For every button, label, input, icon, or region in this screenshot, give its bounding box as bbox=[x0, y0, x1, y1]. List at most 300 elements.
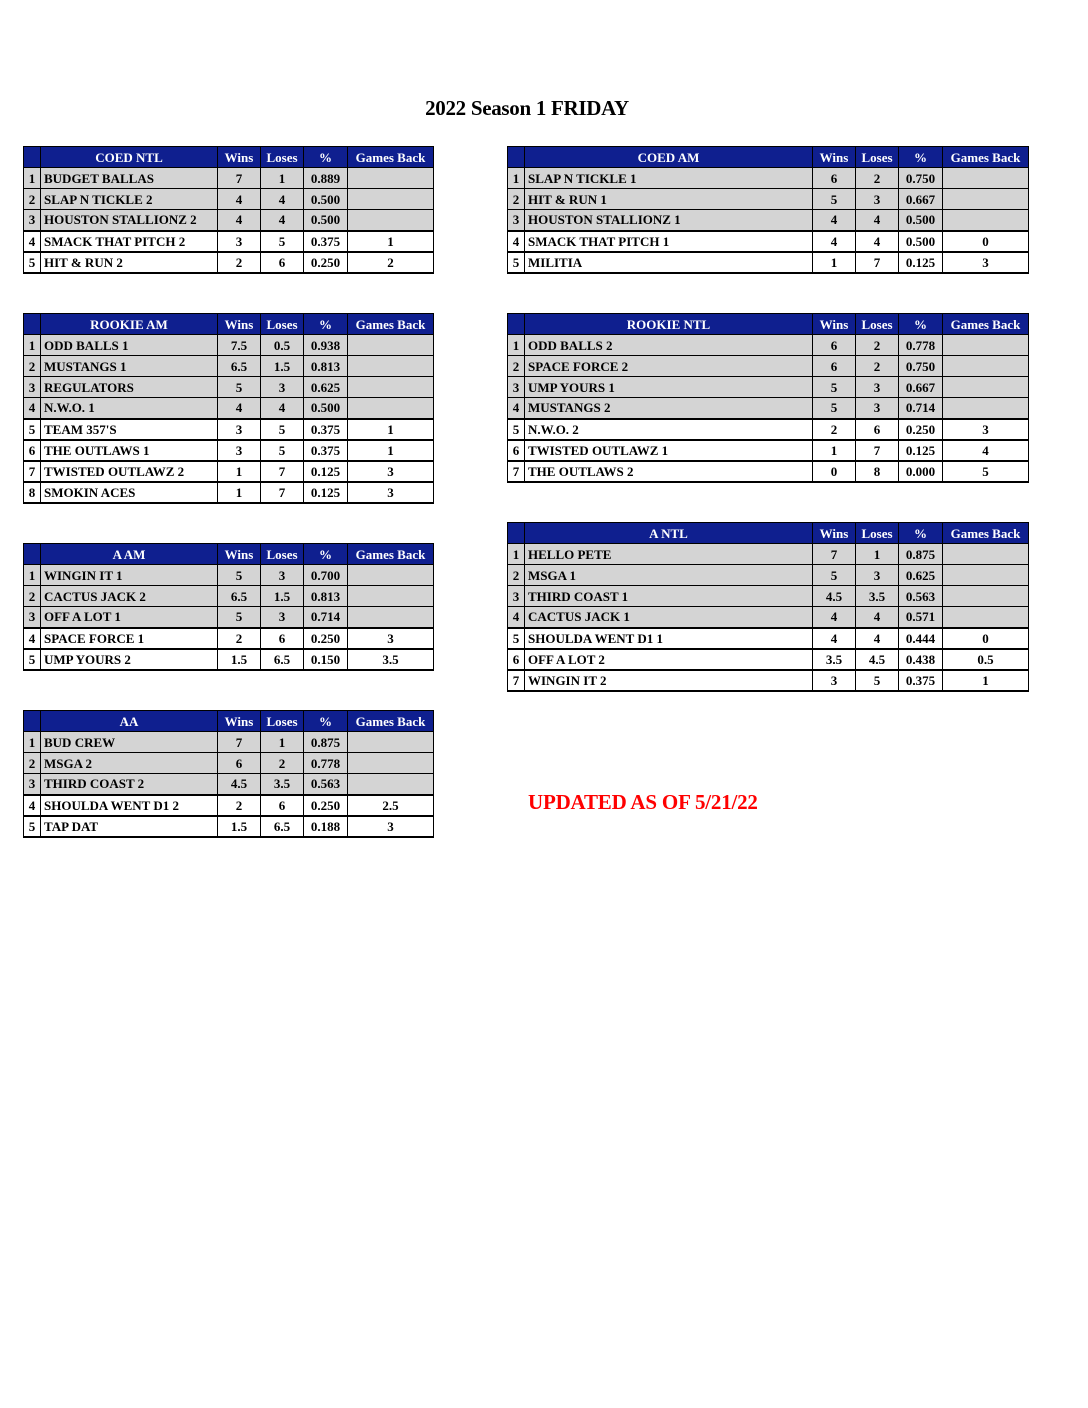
header-rank-cell bbox=[24, 544, 41, 565]
team-name: MSGA 2 bbox=[41, 753, 218, 774]
table-row bbox=[508, 252, 1029, 273]
rank-cell: 2 bbox=[24, 586, 41, 607]
rank-cell: 3 bbox=[508, 377, 525, 398]
wins-cell: 6 bbox=[813, 356, 856, 377]
table-row bbox=[24, 461, 434, 482]
header-games-back: Games Back bbox=[348, 544, 434, 565]
table-row bbox=[24, 252, 434, 273]
team-name: THE OUTLAWS 2 bbox=[525, 461, 813, 482]
rank-cell: 4 bbox=[24, 795, 41, 816]
table-row bbox=[24, 189, 434, 210]
loses-cell: 3 bbox=[856, 189, 899, 210]
table-row bbox=[508, 586, 1029, 607]
pct-cell: 0.500 bbox=[304, 210, 348, 231]
table-row bbox=[508, 544, 1029, 565]
pct-cell: 0.375 bbox=[304, 419, 348, 440]
pct-cell: 0.250 bbox=[304, 628, 348, 649]
games-back-cell: 1 bbox=[348, 440, 434, 461]
division-name: COED NTL bbox=[41, 147, 218, 168]
games-back-cell bbox=[348, 168, 434, 189]
table-row bbox=[24, 398, 434, 419]
header-rank-cell bbox=[24, 314, 41, 335]
games-back-cell bbox=[348, 356, 434, 377]
team-name: UMP YOURS 1 bbox=[525, 377, 813, 398]
wins-cell: 4 bbox=[813, 210, 856, 231]
header-wins: Wins bbox=[218, 711, 261, 732]
games-back-cell bbox=[348, 607, 434, 628]
pct-cell: 0.714 bbox=[899, 398, 943, 419]
pct-cell: 0.813 bbox=[304, 356, 348, 377]
games-back-cell bbox=[943, 189, 1029, 210]
loses-cell: 4 bbox=[261, 189, 304, 210]
standings-table-aa bbox=[23, 710, 434, 838]
loses-cell: 4 bbox=[856, 607, 899, 628]
table-row bbox=[508, 356, 1029, 377]
rank-cell: 1 bbox=[508, 168, 525, 189]
games-back-cell bbox=[348, 586, 434, 607]
table-row bbox=[24, 753, 434, 774]
loses-cell: 5 bbox=[261, 231, 304, 252]
rank-cell: 4 bbox=[24, 398, 41, 419]
pct-cell: 0.938 bbox=[304, 335, 348, 356]
loses-cell: 5 bbox=[261, 419, 304, 440]
rank-cell: 3 bbox=[24, 607, 41, 628]
games-back-cell: 3 bbox=[348, 816, 434, 837]
wins-cell: 4 bbox=[813, 628, 856, 649]
header-loses: Loses bbox=[261, 711, 304, 732]
header-pct: % bbox=[899, 523, 943, 544]
team-name: MILITIA bbox=[525, 252, 813, 273]
team-name: SMACK THAT PITCH 1 bbox=[525, 231, 813, 252]
header-loses: Loses bbox=[261, 314, 304, 335]
rank-cell: 2 bbox=[508, 189, 525, 210]
pct-cell: 0.571 bbox=[899, 607, 943, 628]
wins-cell: 1 bbox=[218, 482, 261, 503]
rank-cell: 5 bbox=[24, 816, 41, 837]
rank-cell: 1 bbox=[24, 565, 41, 586]
header-pct: % bbox=[304, 147, 348, 168]
team-name: TEAM 357'S bbox=[41, 419, 218, 440]
team-name: SPACE FORCE 2 bbox=[525, 356, 813, 377]
loses-cell: 3 bbox=[261, 565, 304, 586]
division-name: A AM bbox=[41, 544, 218, 565]
pct-cell: 0.125 bbox=[304, 482, 348, 503]
rank-cell: 3 bbox=[508, 210, 525, 231]
wins-cell: 0 bbox=[813, 461, 856, 482]
wins-cell: 1 bbox=[813, 252, 856, 273]
pct-cell: 0.625 bbox=[899, 565, 943, 586]
wins-cell: 4 bbox=[813, 607, 856, 628]
team-name: MUSTANGS 2 bbox=[525, 398, 813, 419]
games-back-cell bbox=[943, 398, 1029, 419]
games-back-cell: 2.5 bbox=[348, 795, 434, 816]
pct-cell: 0.375 bbox=[304, 440, 348, 461]
pct-cell: 0.778 bbox=[304, 753, 348, 774]
games-back-cell bbox=[943, 168, 1029, 189]
wins-cell: 6 bbox=[813, 335, 856, 356]
table-row bbox=[508, 335, 1029, 356]
team-name: N.W.O. 1 bbox=[41, 398, 218, 419]
rank-cell: 6 bbox=[508, 440, 525, 461]
table-row bbox=[24, 482, 434, 503]
rank-cell: 2 bbox=[24, 189, 41, 210]
pct-cell: 0.889 bbox=[304, 168, 348, 189]
wins-cell: 4.5 bbox=[813, 586, 856, 607]
wins-cell: 3 bbox=[813, 670, 856, 691]
wins-cell: 1 bbox=[813, 440, 856, 461]
games-back-cell: 3 bbox=[348, 628, 434, 649]
loses-cell: 4.5 bbox=[856, 649, 899, 670]
rank-cell: 1 bbox=[508, 335, 525, 356]
standings-table-a-am bbox=[23, 543, 434, 671]
header-pct: % bbox=[304, 711, 348, 732]
loses-cell: 4 bbox=[261, 210, 304, 231]
rank-cell: 3 bbox=[24, 774, 41, 795]
team-name: SMACK THAT PITCH 2 bbox=[41, 231, 218, 252]
team-name: ODD BALLS 1 bbox=[41, 335, 218, 356]
table-row bbox=[508, 440, 1029, 461]
loses-cell: 7 bbox=[856, 440, 899, 461]
loses-cell: 6.5 bbox=[261, 649, 304, 670]
rank-cell: 1 bbox=[24, 168, 41, 189]
header-rank-cell bbox=[508, 314, 525, 335]
table-row bbox=[508, 189, 1029, 210]
games-back-cell: 4 bbox=[943, 440, 1029, 461]
header-rank-cell bbox=[24, 147, 41, 168]
pct-cell: 0.375 bbox=[304, 231, 348, 252]
pct-cell: 0.667 bbox=[899, 189, 943, 210]
pct-cell: 0.778 bbox=[899, 335, 943, 356]
games-back-cell bbox=[348, 189, 434, 210]
rank-cell: 5 bbox=[508, 252, 525, 273]
header-pct: % bbox=[304, 544, 348, 565]
header-pct: % bbox=[899, 147, 943, 168]
rank-cell: 1 bbox=[24, 732, 41, 753]
pct-cell: 0.563 bbox=[304, 774, 348, 795]
rank-cell: 5 bbox=[24, 649, 41, 670]
pct-cell: 0.667 bbox=[899, 377, 943, 398]
loses-cell: 5 bbox=[856, 670, 899, 691]
table-row bbox=[24, 732, 434, 753]
wins-cell: 3 bbox=[218, 440, 261, 461]
division-name: ROOKIE AM bbox=[41, 314, 218, 335]
pct-cell: 0.500 bbox=[899, 231, 943, 252]
games-back-cell: 3.5 bbox=[348, 649, 434, 670]
games-back-cell bbox=[943, 356, 1029, 377]
wins-cell: 5 bbox=[813, 377, 856, 398]
page-title: 2022 Season 1 FRIDAY bbox=[425, 96, 629, 120]
team-name: TWISTED OUTLAWZ 2 bbox=[41, 461, 218, 482]
loses-cell: 2 bbox=[856, 168, 899, 189]
header-games-back: Games Back bbox=[348, 147, 434, 168]
wins-cell: 7 bbox=[218, 168, 261, 189]
wins-cell: 6.5 bbox=[218, 356, 261, 377]
rank-cell: 4 bbox=[508, 607, 525, 628]
pct-cell: 0.563 bbox=[899, 586, 943, 607]
team-name: BUD CREW bbox=[41, 732, 218, 753]
loses-cell: 3.5 bbox=[856, 586, 899, 607]
games-back-cell bbox=[348, 210, 434, 231]
team-name: TAP DAT bbox=[41, 816, 218, 837]
header-wins: Wins bbox=[813, 314, 856, 335]
table-row bbox=[24, 628, 434, 649]
table-row bbox=[24, 607, 434, 628]
table-row bbox=[24, 816, 434, 837]
pct-cell: 0.150 bbox=[304, 649, 348, 670]
header-games-back: Games Back bbox=[943, 523, 1029, 544]
team-name: CACTUS JACK 2 bbox=[41, 586, 218, 607]
header-wins: Wins bbox=[813, 523, 856, 544]
team-name: HIT & RUN 1 bbox=[525, 189, 813, 210]
loses-cell: 1 bbox=[856, 544, 899, 565]
table-row bbox=[508, 670, 1029, 691]
rank-cell: 4 bbox=[508, 398, 525, 419]
wins-cell: 3 bbox=[218, 419, 261, 440]
loses-cell: 3 bbox=[856, 565, 899, 586]
standings-table-rookie-ntl bbox=[507, 313, 1029, 483]
table-row bbox=[24, 649, 434, 670]
division-name: ROOKIE NTL bbox=[525, 314, 813, 335]
games-back-cell bbox=[348, 335, 434, 356]
pct-cell: 0.188 bbox=[304, 816, 348, 837]
team-name: SLAP N TICKLE 2 bbox=[41, 189, 218, 210]
games-back-cell bbox=[943, 586, 1029, 607]
header-row bbox=[508, 523, 1029, 544]
wins-cell: 7 bbox=[218, 732, 261, 753]
table-row bbox=[508, 628, 1029, 649]
wins-cell: 5 bbox=[218, 607, 261, 628]
loses-cell: 0.5 bbox=[261, 335, 304, 356]
loses-cell: 5 bbox=[261, 440, 304, 461]
games-back-cell bbox=[943, 544, 1029, 565]
rank-cell: 5 bbox=[508, 419, 525, 440]
wins-cell: 7.5 bbox=[218, 335, 261, 356]
team-name: OFF A LOT 2 bbox=[525, 649, 813, 670]
games-back-cell bbox=[348, 732, 434, 753]
header-rank-cell bbox=[508, 147, 525, 168]
header-wins: Wins bbox=[218, 544, 261, 565]
loses-cell: 6 bbox=[856, 419, 899, 440]
table-row bbox=[508, 398, 1029, 419]
games-back-cell bbox=[348, 398, 434, 419]
rank-cell: 1 bbox=[508, 544, 525, 565]
table-row bbox=[24, 565, 434, 586]
table-row bbox=[24, 377, 434, 398]
wins-cell: 5 bbox=[218, 565, 261, 586]
games-back-cell: 3 bbox=[943, 419, 1029, 440]
team-name: WINGIN IT 1 bbox=[41, 565, 218, 586]
team-name: WINGIN IT 2 bbox=[525, 670, 813, 691]
standings-table-rookie-am bbox=[23, 313, 434, 504]
team-name: OFF A LOT 1 bbox=[41, 607, 218, 628]
games-back-cell bbox=[348, 753, 434, 774]
team-name: HELLO PETE bbox=[525, 544, 813, 565]
wins-cell: 6.5 bbox=[218, 586, 261, 607]
loses-cell: 2 bbox=[261, 753, 304, 774]
division-name: AA bbox=[41, 711, 218, 732]
loses-cell: 6 bbox=[261, 628, 304, 649]
header-loses: Loses bbox=[261, 544, 304, 565]
pct-cell: 0.500 bbox=[899, 210, 943, 231]
header-loses: Loses bbox=[856, 147, 899, 168]
pct-cell: 0.125 bbox=[899, 440, 943, 461]
standings-table-coed-ntl bbox=[23, 146, 434, 274]
table-row bbox=[508, 419, 1029, 440]
loses-cell: 3 bbox=[261, 607, 304, 628]
games-back-cell: 1 bbox=[943, 670, 1029, 691]
pct-cell: 0.438 bbox=[899, 649, 943, 670]
wins-cell: 3 bbox=[218, 231, 261, 252]
rank-cell: 5 bbox=[24, 419, 41, 440]
table-row bbox=[508, 168, 1029, 189]
wins-cell: 6 bbox=[813, 168, 856, 189]
loses-cell: 3.5 bbox=[261, 774, 304, 795]
header-games-back: Games Back bbox=[943, 314, 1029, 335]
standings-table-coed-am bbox=[507, 146, 1029, 274]
wins-cell: 4 bbox=[218, 398, 261, 419]
loses-cell: 3 bbox=[856, 398, 899, 419]
team-name: HIT & RUN 2 bbox=[41, 252, 218, 273]
header-wins: Wins bbox=[218, 314, 261, 335]
table-row bbox=[24, 210, 434, 231]
wins-cell: 4.5 bbox=[218, 774, 261, 795]
rank-cell: 7 bbox=[508, 670, 525, 691]
wins-cell: 5 bbox=[218, 377, 261, 398]
pct-cell: 0.700 bbox=[304, 565, 348, 586]
team-name: HOUSTON STALLIONZ 2 bbox=[41, 210, 218, 231]
table-row bbox=[24, 168, 434, 189]
loses-cell: 1 bbox=[261, 168, 304, 189]
header-row bbox=[24, 314, 434, 335]
wins-cell: 2 bbox=[218, 795, 261, 816]
wins-cell: 6 bbox=[218, 753, 261, 774]
team-name: ODD BALLS 2 bbox=[525, 335, 813, 356]
loses-cell: 4 bbox=[856, 628, 899, 649]
wins-cell: 4 bbox=[218, 189, 261, 210]
table-row bbox=[508, 461, 1029, 482]
table-row bbox=[508, 565, 1029, 586]
table-row bbox=[508, 210, 1029, 231]
pct-cell: 0.125 bbox=[899, 252, 943, 273]
rank-cell: 2 bbox=[24, 753, 41, 774]
wins-cell: 1 bbox=[218, 461, 261, 482]
games-back-cell: 3 bbox=[348, 482, 434, 503]
team-name: THIRD COAST 1 bbox=[525, 586, 813, 607]
table-row bbox=[24, 335, 434, 356]
team-name: TWISTED OUTLAWZ 1 bbox=[525, 440, 813, 461]
team-name: REGULATORS bbox=[41, 377, 218, 398]
pct-cell: 0.500 bbox=[304, 189, 348, 210]
rank-cell: 2 bbox=[508, 356, 525, 377]
standings-table-a-ntl bbox=[507, 522, 1029, 692]
wins-cell: 2 bbox=[813, 419, 856, 440]
table-row bbox=[508, 607, 1029, 628]
pct-cell: 0.250 bbox=[304, 252, 348, 273]
table-row bbox=[24, 356, 434, 377]
games-back-cell: 5 bbox=[943, 461, 1029, 482]
games-back-cell bbox=[943, 377, 1029, 398]
rank-cell: 1 bbox=[24, 335, 41, 356]
header-row bbox=[508, 314, 1029, 335]
games-back-cell bbox=[943, 607, 1029, 628]
header-loses: Loses bbox=[856, 314, 899, 335]
team-name: THE OUTLAWS 1 bbox=[41, 440, 218, 461]
pct-cell: 0.000 bbox=[899, 461, 943, 482]
pct-cell: 0.750 bbox=[899, 356, 943, 377]
rank-cell: 8 bbox=[24, 482, 41, 503]
loses-cell: 1 bbox=[261, 732, 304, 753]
games-back-cell bbox=[943, 565, 1029, 586]
wins-cell: 5 bbox=[813, 189, 856, 210]
games-back-cell: 1 bbox=[348, 231, 434, 252]
rank-cell: 4 bbox=[24, 231, 41, 252]
games-back-cell: 0.5 bbox=[943, 649, 1029, 670]
games-back-cell: 3 bbox=[943, 252, 1029, 273]
games-back-cell: 0 bbox=[943, 231, 1029, 252]
team-name: N.W.O. 2 bbox=[525, 419, 813, 440]
rank-cell: 4 bbox=[24, 628, 41, 649]
loses-cell: 6 bbox=[261, 252, 304, 273]
wins-cell: 1.5 bbox=[218, 816, 261, 837]
header-rank-cell bbox=[508, 523, 525, 544]
loses-cell: 3 bbox=[261, 377, 304, 398]
header-row bbox=[24, 711, 434, 732]
table-row bbox=[24, 231, 434, 252]
wins-cell: 1.5 bbox=[218, 649, 261, 670]
loses-cell: 3 bbox=[856, 377, 899, 398]
wins-cell: 2 bbox=[218, 252, 261, 273]
team-name: SMOKIN ACES bbox=[41, 482, 218, 503]
team-name: BUDGET BALLAS bbox=[41, 168, 218, 189]
pct-cell: 0.875 bbox=[304, 732, 348, 753]
team-name: SHOULDA WENT D1 1 bbox=[525, 628, 813, 649]
table-row bbox=[24, 419, 434, 440]
loses-cell: 1.5 bbox=[261, 586, 304, 607]
games-back-cell bbox=[348, 377, 434, 398]
rank-cell: 3 bbox=[24, 377, 41, 398]
pct-cell: 0.250 bbox=[899, 419, 943, 440]
rank-cell: 4 bbox=[508, 231, 525, 252]
rank-cell: 3 bbox=[24, 210, 41, 231]
pct-cell: 0.750 bbox=[899, 168, 943, 189]
rank-cell: 5 bbox=[508, 628, 525, 649]
team-name: SHOULDA WENT D1 2 bbox=[41, 795, 218, 816]
team-name: THIRD COAST 2 bbox=[41, 774, 218, 795]
rank-cell: 7 bbox=[508, 461, 525, 482]
team-name: HOUSTON STALLIONZ 1 bbox=[525, 210, 813, 231]
pct-cell: 0.250 bbox=[304, 795, 348, 816]
table-row bbox=[508, 231, 1029, 252]
team-name: SPACE FORCE 1 bbox=[41, 628, 218, 649]
header-loses: Loses bbox=[261, 147, 304, 168]
loses-cell: 4 bbox=[261, 398, 304, 419]
header-pct: % bbox=[899, 314, 943, 335]
division-name: COED AM bbox=[525, 147, 813, 168]
rank-cell: 6 bbox=[24, 440, 41, 461]
pct-cell: 0.813 bbox=[304, 586, 348, 607]
table-row bbox=[24, 795, 434, 816]
header-pct: % bbox=[304, 314, 348, 335]
loses-cell: 2 bbox=[856, 356, 899, 377]
games-back-cell: 2 bbox=[348, 252, 434, 273]
games-back-cell bbox=[943, 210, 1029, 231]
header-row bbox=[24, 544, 434, 565]
team-name: CACTUS JACK 1 bbox=[525, 607, 813, 628]
header-rank-cell bbox=[24, 711, 41, 732]
rank-cell: 6 bbox=[508, 649, 525, 670]
rank-cell: 5 bbox=[24, 252, 41, 273]
loses-cell: 6 bbox=[261, 795, 304, 816]
